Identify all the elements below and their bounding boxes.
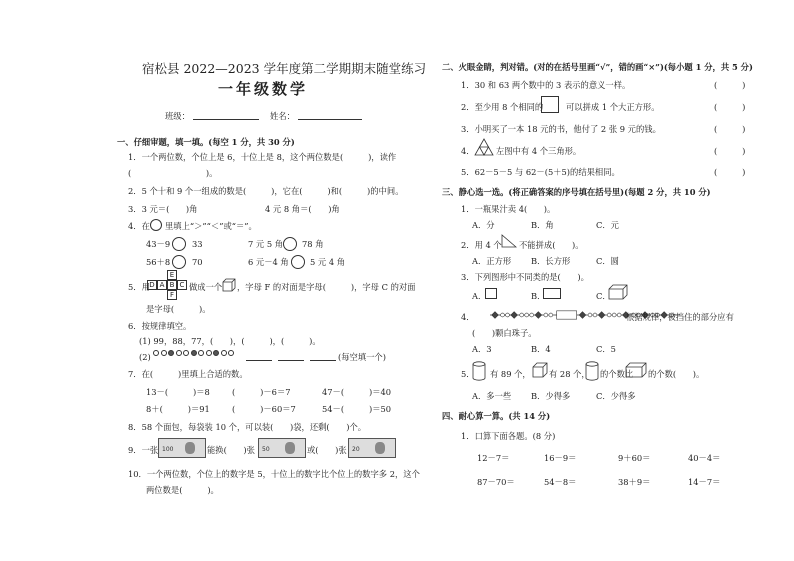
- s1-q10a: 10．一个两位数，个位上的数字是 5，十位上的数字比个位上的数字多 2，这个: [128, 469, 420, 479]
- cylinder-icon: [585, 361, 599, 381]
- pattern-blank-3[interactable]: [310, 360, 336, 361]
- answer-circle[interactable]: [172, 255, 186, 269]
- calc-r2-4: 14－7＝: [688, 477, 721, 487]
- s1-q5a: 5．用: [128, 282, 150, 292]
- s3-q3-opt-c[interactable]: C．: [596, 291, 611, 301]
- s3-q5c: 有 28 个，: [549, 369, 590, 379]
- s2-item-4: 4．: [461, 146, 475, 156]
- s1-q5b: 做成一个: [189, 282, 223, 292]
- s1-q5d: 是字母( )。: [146, 304, 211, 314]
- s1-q9c: 或( )张: [307, 445, 347, 455]
- pattern-blank-2[interactable]: [278, 360, 304, 361]
- banknote-100-icon: [158, 438, 206, 458]
- portrait-icon: [375, 442, 385, 454]
- banknote-20-icon: [348, 438, 396, 458]
- s1-q9a: 9．一张: [128, 445, 159, 455]
- s3-q5-opt-b[interactable]: B．少得多: [531, 391, 571, 401]
- s1-q1a: 1．一个两位数，个位上是 6，十位上是 8，这个两位数是( )，读作: [128, 152, 397, 162]
- s2-answer-5[interactable]: ( ): [714, 167, 746, 177]
- calc-r1-4: 40－4＝: [688, 453, 721, 463]
- s2-item-2: 2．至少用 8 个相同的: [461, 102, 544, 112]
- s1-q3b: 4 元 8 角＝( )角: [265, 204, 340, 214]
- s3-q4a: 4．: [461, 312, 475, 322]
- net-face-d: D: [147, 280, 157, 290]
- triangle-figure-icon: [474, 138, 494, 156]
- cuboid-icon: [608, 284, 628, 300]
- bill-100-value: 100: [162, 446, 174, 453]
- s3-q3-opt-b[interactable]: B．: [531, 291, 546, 301]
- s3-q1-opt-c[interactable]: C．元: [596, 220, 619, 230]
- s1-heading: 一、仔细审题，填一填。(每空 1 分，共 30 分): [117, 137, 295, 147]
- s2-answer-3[interactable]: ( ): [714, 124, 746, 134]
- s1-q2: 2．5 个十和 9 个一组成的数是( )，它在( )和( )的中间。: [128, 186, 404, 196]
- s3-q4-opt-c[interactable]: C．5: [596, 344, 616, 354]
- s1-q5c: ，字母 F 的对面是字母( )，字母 C 的对面: [237, 282, 416, 292]
- s2-item-4b: 左图中有 4 个三角形。: [496, 146, 582, 156]
- calc-r2-3: 38＋9＝: [618, 477, 651, 487]
- q7-r2-a: 8＋( )＝91: [146, 404, 210, 414]
- q7-r2-c: 54－( )＝50: [322, 404, 392, 414]
- rectangle-icon: [543, 288, 561, 299]
- q4-r2-right: 70: [192, 257, 203, 267]
- cube-icon: [222, 278, 236, 292]
- q4-r2-right2: 5 元 4 角: [310, 257, 346, 267]
- net-face-e: E: [167, 270, 177, 280]
- s2-item-3: 3．小明买了一本 18 元的书，他付了 2 张 9 元的钱。: [461, 124, 661, 134]
- calc-r1-1: 12－7＝: [477, 453, 510, 463]
- s3-q5e: 的个数( )。: [648, 369, 705, 379]
- answer-circle[interactable]: [291, 255, 305, 269]
- s3-q5d: 的个数比: [600, 369, 634, 379]
- calc-r1-2: 16－9＝: [544, 453, 577, 463]
- s1-q1b: ( )。: [128, 168, 218, 178]
- s2-answer-4[interactable]: ( ): [714, 146, 746, 156]
- s1-q10b: 两位数是( )。: [146, 485, 219, 495]
- s2-item-5: 5．62－5－5 与 62－(5＋5)的结果相同。: [461, 167, 620, 177]
- s2-answer-1[interactable]: ( ): [714, 80, 746, 90]
- net-face-c: C: [177, 280, 187, 290]
- s3-q5-opt-c[interactable]: C．少得多: [596, 391, 636, 401]
- s1-q4b: 里填上“＞”“＜”或“＝”。: [165, 221, 257, 231]
- banknote-50-icon: [258, 438, 306, 458]
- s1-q6b: (2): [139, 352, 151, 362]
- s3-heading: 三、静心选一选。(将正确答案的序号填在括号里)(每题 2 分，共 10 分): [442, 187, 711, 197]
- s3-q4-opt-a[interactable]: A．3: [472, 344, 492, 354]
- s1-q7: 7．在( )里填上合适的数。: [128, 369, 248, 379]
- cube-icon: [532, 362, 548, 378]
- s3-q1: 1．一瓶果汁卖 4( )。: [461, 204, 556, 214]
- pattern-blank-1[interactable]: [246, 360, 272, 361]
- cuboid-icon: [625, 362, 647, 378]
- q4-r1-right2: 78 角: [302, 239, 324, 249]
- s2-answer-2[interactable]: ( ): [714, 102, 746, 112]
- s3-q5b: 有 89 个，: [490, 369, 531, 379]
- class-label: 班级：: [165, 111, 190, 121]
- q7-r1-c: 47－( )＝40: [322, 387, 392, 397]
- s1-q4: 4．在: [128, 221, 150, 231]
- q4-r1-left: 43－9: [146, 239, 171, 249]
- small-square-icon: [485, 288, 497, 299]
- s3-q4b: 根据规律，被挡住的部分应有: [626, 312, 734, 322]
- s2-heading: 二、火眼金睛，判对错。(对的在括号里画“√”，错的画“×”)(每小题 1 分，共 5 分): [442, 62, 753, 72]
- s3-q2-opt-b[interactable]: B．长方形: [531, 256, 571, 266]
- s3-q4c: ( )颗白珠子。: [472, 328, 537, 338]
- q4-r1-left2: 7 元 5 角: [248, 239, 284, 249]
- answer-circle[interactable]: [283, 237, 297, 251]
- bill-50-value: 50: [262, 446, 270, 453]
- s3-q4-opt-b[interactable]: B．4: [531, 344, 551, 354]
- cube-net-icon: [147, 270, 187, 302]
- s3-q1-opt-a[interactable]: A．分: [472, 220, 495, 230]
- net-face-b: B: [167, 280, 177, 290]
- name-field[interactable]: [298, 119, 362, 120]
- q4-r1-right: 33: [192, 239, 203, 249]
- q7-r2-b: ( )－60＝7: [232, 404, 296, 414]
- s3-q1-opt-b[interactable]: B．角: [531, 220, 554, 230]
- bill-20-value: 20: [352, 446, 360, 453]
- s1-q6c: (每空填一个): [338, 352, 386, 362]
- class-field[interactable]: [193, 119, 259, 120]
- s2-item-2b: 可以拼成 1 个大正方形。: [566, 102, 660, 112]
- s1-q6a: (1) 99，88，77，( )，( )，( )。: [139, 336, 321, 346]
- s4-q1: 1．口算下面各题。(8 分): [461, 431, 556, 441]
- square-icon: [541, 96, 559, 113]
- calc-r2-2: 54－8＝: [544, 477, 577, 487]
- s4-heading: 四、耐心算一算。(共 14 分): [442, 411, 551, 421]
- s3-q2a: 2．用 4 个: [461, 240, 502, 250]
- s3-q5-opt-a[interactable]: A．多一些: [472, 391, 512, 401]
- q4-r2-left: 56＋8: [146, 257, 171, 267]
- cylinder-icon: [472, 361, 486, 381]
- right-triangle-icon: [501, 234, 517, 248]
- portrait-icon: [185, 442, 195, 454]
- pattern-dots: [153, 350, 236, 356]
- subject-title: 一年级数学: [218, 80, 309, 98]
- q7-r1-a: 13－( )＝8: [146, 387, 210, 397]
- exam-title: 宿松县 2022—2023 学年度第二学期期末随堂练习: [142, 61, 427, 76]
- q4-r2-left2: 6 元－4 角: [248, 257, 289, 267]
- s3-q3: 3．下列图形中不同类的是( )。: [461, 272, 589, 282]
- s2-item-1: 1．30 和 63 两个数中的 3 表示的意义一样。: [461, 80, 631, 90]
- s1-q6: 6．按规律填空。: [128, 321, 192, 331]
- net-face-a: A: [157, 280, 167, 290]
- s1-q3a: 3．3 元＝( )角: [128, 204, 198, 214]
- net-face-f: F: [167, 290, 177, 300]
- answer-circle[interactable]: [172, 237, 186, 251]
- s3-q2b: 不能拼成( )。: [519, 240, 584, 250]
- calc-r1-3: 9＋60＝: [618, 453, 651, 463]
- s3-q2-opt-c[interactable]: C．圆: [596, 256, 619, 266]
- calc-r2-1: 87－70＝: [477, 477, 515, 487]
- s3-q2-opt-a[interactable]: A．正方形: [472, 256, 512, 266]
- s1-q9b: 能换( )张: [207, 445, 255, 455]
- s3-q5a: 5．: [461, 369, 475, 379]
- s1-q8: 8．58 个面包，每袋装 10 个，可以装( )袋，还剩( )个。: [128, 422, 367, 432]
- q7-r1-b: ( )－6＝7: [232, 387, 291, 397]
- portrait-icon: [285, 442, 295, 454]
- name-label: 姓名：: [270, 111, 295, 121]
- compare-circle-icon: [150, 219, 162, 231]
- s3-q3-opt-a[interactable]: A．: [472, 291, 487, 301]
